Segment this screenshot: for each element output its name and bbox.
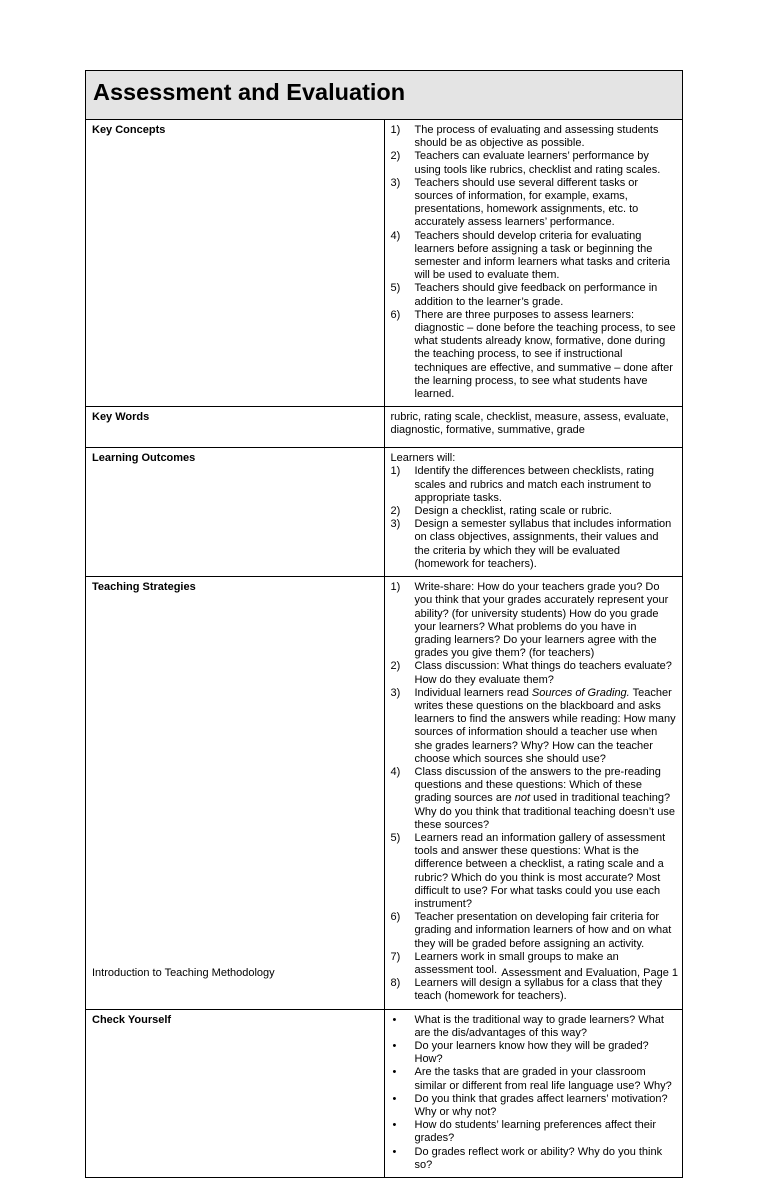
list-item: 6) Teacher presentation on developing fair criteria for grading and information learners of how and on what they will be graded before assigning an activity. (390, 911, 672, 950)
footer-right: Assessment and Evaluation, Page 1 (501, 967, 678, 979)
lesson-table (85, 70, 683, 1178)
page-title: Assessment and Evaluation (93, 79, 406, 105)
list-item: 8) Learners will design a syllabus for a class that they teach (homework for teachers). (390, 977, 663, 1003)
label-key-concepts: Key Concepts (86, 120, 385, 407)
list-item: 1) The process of evaluating and assessing students should be as objective as possible. (390, 124, 659, 150)
list-item: 3) Design a semester syllabus that includes information on class objectives, assignments, their values and the criteria by which they will be evaluated (homework for teachers). (390, 518, 672, 570)
list-item: 2) Class discussion: What things do teachers evaluate? How do they evaluate them? (390, 660, 672, 686)
bullet-icon: • (392, 1066, 397, 1079)
label-key-words: Key Words (86, 407, 385, 448)
content-key-concepts (384, 120, 683, 407)
list-item: 2) Teachers can evaluate learners’ performance by using tools like rubrics, checklist and rating scales. (390, 150, 661, 176)
list-item: • Are the tasks that are graded in your classroom similar or different from real life language use? Why? (392, 1066, 672, 1092)
list-item: 3) Teachers should use several different tasks or sources of information, for example, exams, presentations, homework assignments, etc. to accurately assess learners’ performance. (390, 176, 639, 229)
list-item: 5) Teachers should give feedback on performance in addition to the learner’s grade. (390, 282, 658, 308)
list-item: 7) Learners work in small groups to make an assessment tool. (390, 950, 619, 976)
list-item: 3) Individual learners read Sources of Grading. Teacher writes these questions on the blackboard and asks learners to find the answers while reading: How many sources of information should a teacher use when she grades learners? Why? How can the teacher choose which sources she should use? (390, 686, 676, 765)
list-item: • Do you think that grades affect learners’ motivation? Why or why not? (392, 1092, 668, 1119)
label-teaching-strategies: Teaching Strategies (86, 577, 385, 1010)
teaching-strategies-list (391, 581, 677, 1004)
content-learning-outcomes (384, 448, 683, 577)
list-item: • How do students’ learning preferences affect their grades? (392, 1119, 657, 1145)
list-item: 4) Class discussion of the answers to the pre-reading questions and these questions: Which of these grading sources are not used in traditional teaching? Why do you think that traditional teaching doesn’t use these sources? (390, 765, 675, 831)
learning-outcomes-intro: Learners will: (390, 452, 456, 465)
row-learning-outcomes (86, 448, 683, 577)
row-key-words (86, 407, 683, 448)
label-check-yourself: Check Yourself (86, 1009, 385, 1177)
bullet-icon: • (392, 1013, 397, 1026)
list-item: 2) Design a checklist, rating scale or rubric. (390, 505, 612, 518)
list-item: 5) Learners read an information gallery of assessment tools and answer these questions: What is the difference between a checklist, a rating scale and a rubric? Which do you think is most accurate? Most difficult to use? For what tasks could you use each instrument? (390, 831, 666, 910)
title-cell (86, 71, 683, 120)
bullet-icon: • (392, 1092, 397, 1105)
list-item: • Do your learners know how they will be graded? How? (392, 1040, 649, 1066)
list-item: 6) There are three purposes to assess learners: diagnostic – done before the teaching process, to see what students already know, formative, done during the teaching process, to see if instructional techniques are effective, and summative – done after the learning process, to see what students have learned. (390, 308, 676, 401)
check-yourself-list (391, 1014, 677, 1172)
list-item: 1) Write-share: How do your teachers grade you? Do you think that your grades accurately represent your ability? (for university students) How do you grade your learners? What problems do you have in grading learners? Do your learners agree with the grades you give them? (for teachers) (390, 581, 669, 660)
learning-outcomes-list (391, 465, 677, 571)
list-item: • What is the traditional way to grade learners? What are the dis/advantages of this way? (392, 1013, 664, 1039)
bullet-icon: • (392, 1145, 397, 1158)
footer-left: Introduction to Teaching Methodology (92, 967, 275, 979)
row-teaching-strategies (86, 577, 683, 1010)
row-check-yourself (86, 1009, 683, 1177)
row-key-concepts (86, 120, 683, 407)
list-item: • Do grades reflect work or ability? Why do you think so? (392, 1145, 663, 1171)
content-teaching-strategies (384, 577, 683, 1010)
list-item: 4) Teachers should develop criteria for evaluating learners before assigning a task or beginning the semester and inform learners what tasks and criteria will be used to evaluate them. (390, 229, 671, 282)
bullet-icon: • (392, 1119, 397, 1132)
content-key-words: rubric, rating scale, checklist, measure, assess, evaluate, diagnostic, formative, summative, grade (384, 407, 683, 448)
bullet-icon: • (392, 1040, 397, 1052)
content-check-yourself (384, 1009, 683, 1177)
key-concepts-list (391, 124, 677, 401)
label-learning-outcomes: Learning Outcomes (86, 448, 385, 577)
list-item: 1) Identify the differences between checklists, rating scales and rubrics and match each instrument to appropriate tasks. (390, 465, 654, 504)
